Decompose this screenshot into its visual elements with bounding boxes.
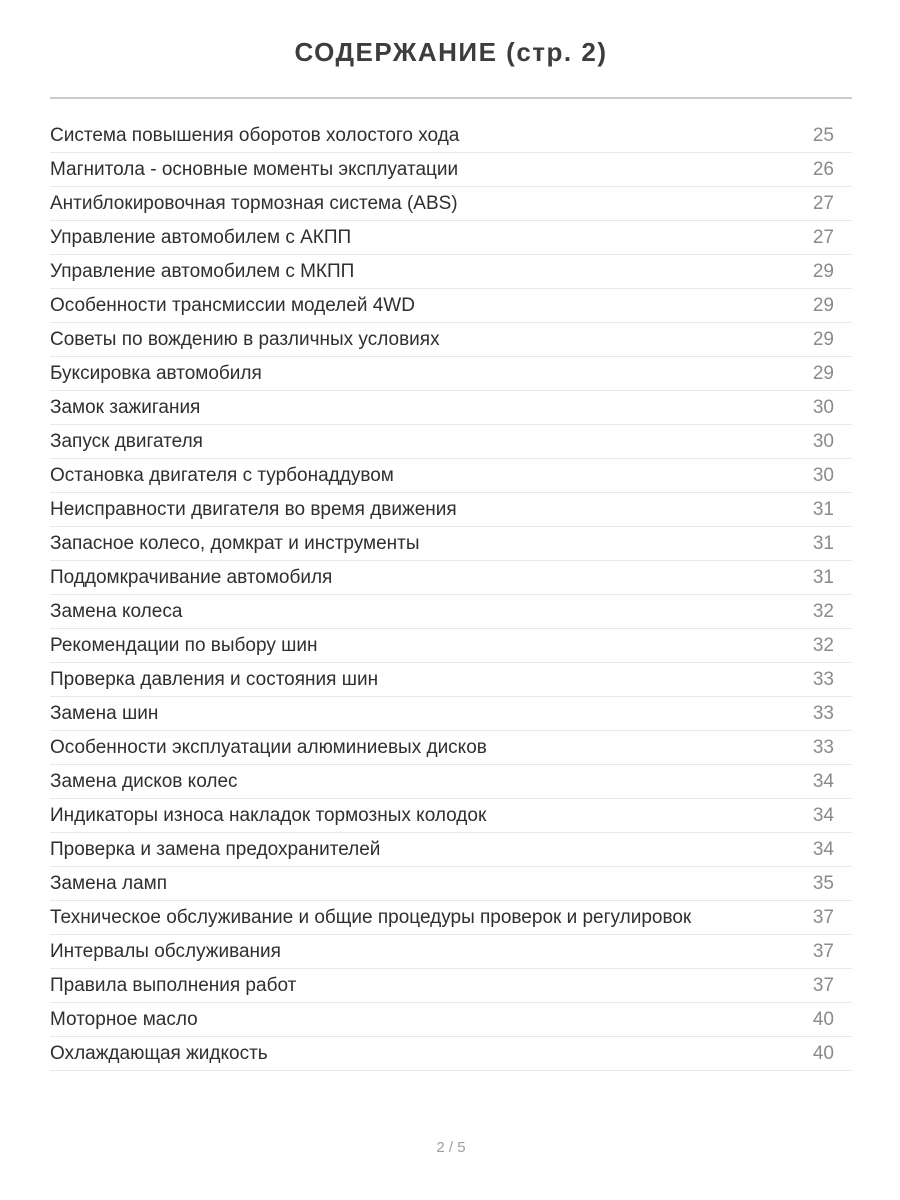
toc-item-page: 29	[812, 362, 834, 384]
toc-item-page: 29	[812, 328, 834, 350]
toc-item-page: 37	[812, 906, 834, 928]
toc-row[interactable]	[50, 425, 852, 459]
toc-item-page: 32	[812, 600, 834, 622]
toc-item-label: Замена ламп	[50, 872, 168, 894]
toc-item-label: Неисправности двигателя во время движения	[50, 498, 457, 520]
toc-item-label: Особенности трансмиссии моделей 4WD	[50, 294, 415, 316]
toc-item-label: Буксировка автомобиля	[50, 362, 262, 384]
toc-item-label: Антиблокировочная тормозная система (ABS)	[50, 192, 458, 214]
toc-row[interactable]	[50, 255, 852, 289]
toc-item-page: 34	[812, 804, 834, 826]
toc-row[interactable]	[50, 765, 852, 799]
toc-item-label: Техническое обслуживание и общие процедуры проверок и регулировок	[50, 906, 692, 928]
toc-item-page: 32	[812, 634, 834, 656]
toc-item-label: Замена шин	[50, 702, 159, 724]
page-title: СОДЕРЖАНИЕ (стр. 2)	[294, 37, 608, 67]
toc-item-page: 37	[812, 940, 834, 962]
toc-row[interactable]	[50, 629, 852, 663]
toc-row[interactable]	[50, 1037, 852, 1071]
toc-item-page: 26	[812, 158, 834, 180]
toc-row[interactable]	[50, 289, 852, 323]
toc-item-label: Рекомендации по выбору шин	[50, 634, 318, 656]
toc-row[interactable]	[50, 867, 852, 901]
toc-row[interactable]	[50, 561, 852, 595]
toc-item-page: 30	[812, 464, 834, 486]
header-divider	[50, 97, 852, 99]
toc-item-label: Проверка давления и состояния шин	[50, 668, 379, 690]
toc-item-page: 31	[812, 532, 834, 554]
toc-item-page: 31	[812, 566, 834, 588]
toc-row[interactable]	[50, 323, 852, 357]
toc-item-label: Особенности эксплуатации алюминиевых дисков	[50, 736, 487, 758]
toc-item-page: 30	[812, 430, 834, 452]
toc-item-label: Система повышения оборотов холостого хода	[50, 124, 460, 146]
toc-item-page: 34	[812, 838, 834, 860]
toc-row[interactable]	[50, 799, 852, 833]
toc-item-label: Замена дисков колес	[50, 770, 238, 792]
toc-item-page: 29	[812, 294, 834, 316]
toc-item-page: 25	[812, 124, 834, 146]
toc-item-label: Индикаторы износа накладок тормозных колодок	[50, 804, 487, 826]
toc-item-page: 27	[812, 192, 834, 214]
toc-item-page: 31	[812, 498, 834, 520]
toc-item-label: Запасное колесо, домкрат и инструменты	[50, 532, 420, 554]
toc-row[interactable]	[50, 391, 852, 425]
toc-item-label: Запуск двигателя	[50, 430, 203, 452]
toc-item-page: 35	[812, 872, 834, 894]
toc-item-page: 29	[812, 260, 834, 282]
toc-row[interactable]	[50, 527, 852, 561]
toc-row[interactable]	[50, 357, 852, 391]
toc-item-page: 33	[812, 702, 834, 724]
page-indicator: 2 / 5	[436, 1139, 466, 1156]
toc-item-label: Интервалы обслуживания	[50, 940, 281, 962]
toc-item-page: 37	[812, 974, 834, 996]
toc-item-label: Замена колеса	[50, 600, 183, 622]
toc-row[interactable]	[50, 697, 852, 731]
toc-row[interactable]	[50, 833, 852, 867]
toc-row[interactable]	[50, 731, 852, 765]
toc-item-label: Проверка и замена предохранителей	[50, 838, 381, 860]
toc-row[interactable]	[50, 935, 852, 969]
toc-item-label: Магнитола - основные моменты эксплуатации	[50, 158, 459, 180]
toc-item-page: 30	[812, 396, 834, 418]
toc-row[interactable]	[50, 663, 852, 697]
toc-item-page: 34	[812, 770, 834, 792]
toc-item-label: Замок зажигания	[50, 396, 201, 418]
toc-item-label: Управление автомобилем с МКПП	[50, 260, 355, 282]
toc-item-page: 33	[812, 736, 834, 758]
toc-list	[50, 119, 852, 1071]
toc-item-label: Правила выполнения работ	[50, 974, 297, 996]
toc-item-label: Моторное масло	[50, 1008, 198, 1030]
toc-item-label: Поддомкрачивание автомобиля	[50, 566, 333, 588]
toc-item-page: 27	[812, 226, 834, 248]
toc-row[interactable]	[50, 493, 852, 527]
toc-row[interactable]	[50, 119, 852, 153]
toc-row[interactable]	[50, 187, 852, 221]
toc-row[interactable]	[50, 969, 852, 1003]
toc-item-label: Остановка двигателя с турбонаддувом	[50, 464, 394, 486]
toc-item-page: 40	[812, 1042, 834, 1064]
toc-item-label: Управление автомобилем с АКПП	[50, 226, 352, 248]
toc-row[interactable]	[50, 459, 852, 493]
toc-item-page: 40	[812, 1008, 834, 1030]
toc-item-label: Охлаждающая жидкость	[50, 1042, 268, 1064]
toc-item-page: 33	[812, 668, 834, 690]
toc-row[interactable]	[50, 1003, 852, 1037]
toc-row[interactable]	[50, 595, 852, 629]
toc-row[interactable]	[50, 153, 852, 187]
toc-row[interactable]	[50, 221, 852, 255]
toc-row[interactable]	[50, 901, 852, 935]
toc-item-label: Советы по вождению в различных условиях	[50, 328, 440, 350]
